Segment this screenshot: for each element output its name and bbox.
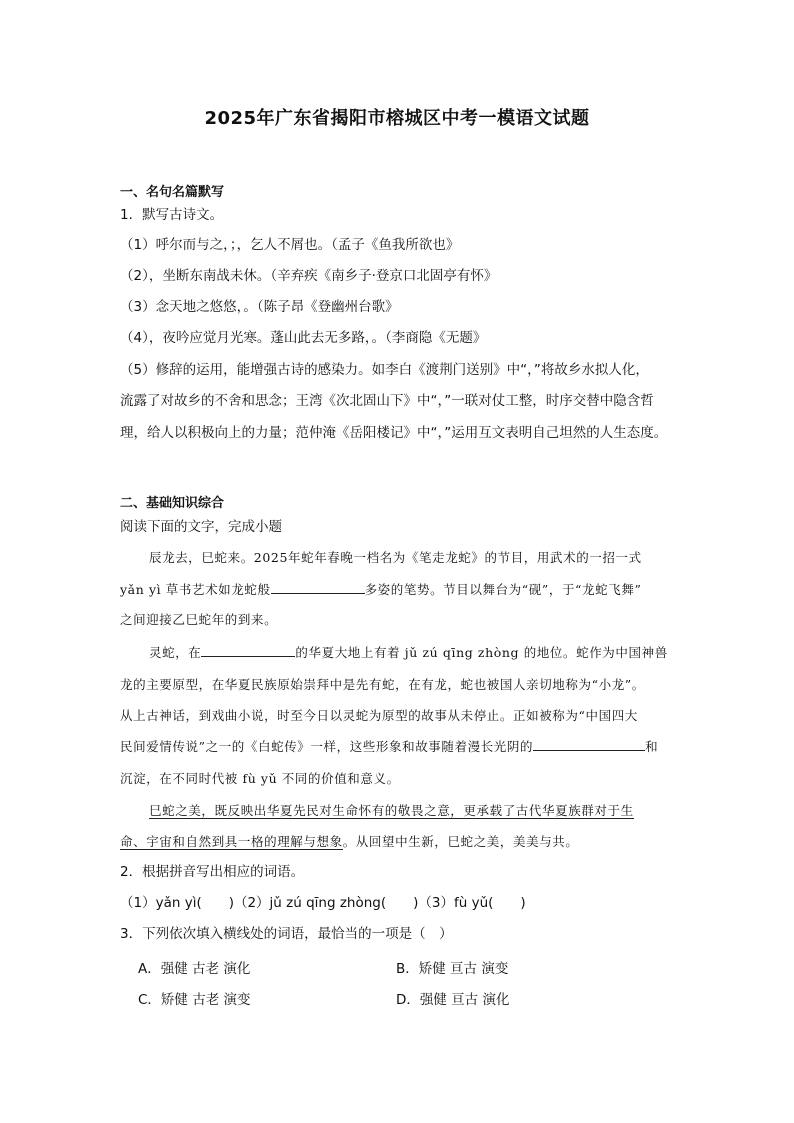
question-1-item-3: （3）念天地之悠悠，。（陈子昂《登幽州台歌》 [120,299,399,315]
fill-blank-1 [271,581,365,594]
reading-instruction: 阅读下面的文字，完成小题 [120,519,282,535]
passage-text: 的华夏大地上有着 jǔ zú qīng zhòng 的地位。蛇作为中国神兽 [295,645,668,660]
question-1-stem: 1．默写古诗文。 [120,207,224,223]
passage-p3-line-2 [120,833,579,851]
question-1-item-5-line-1: （5）修辞的运用，能增强古诗的感染力。如李白《渡荆门送别》中“，”将故乡水拟人化， [120,362,649,378]
option-a: A．强健 古老 演化 [138,961,251,977]
passage-p1-line-2 [120,581,641,599]
passage-text: 。从回望中生新，巳蛇之美，美美与共。 [342,834,579,849]
passage-p2-line-2: 龙的主要原型，在华夏民族原始崇拜中是先有蛇，在有龙，蛇也被国人亲切地称为“小龙”。 [120,677,645,692]
passage-p3-line-1 [149,802,634,820]
passage-p2-line-5: 沉淀，在不同时代被 fù yǔ 不同的价值和意义。 [120,771,400,786]
question-1-item-4: （4），夜吟应觉月光寒。蓬山此去无多路，。（李商隐《无题》 [120,330,487,346]
question-1-item-5-line-2: 流露了对故乡的不舍和思念；王湾《次北固山下》中“，”一联对仗工整，时序交替中隐含哲 [120,393,654,409]
passage-p2-line-1 [149,644,668,662]
passage-text: 民间爱情传说”之一的《白蛇传》一样，这些形象和故事随着漫长光阴的 [120,739,534,754]
passage-p2-line-3: 从上古神话，到戏曲小说，时至今日以灵蛇为原型的故事从未停止。正如被称为“中国四大 [120,708,638,723]
option-c: C．矫健 古老 演变 [138,992,251,1008]
passage-p1-line-1: 辰龙去，巳蛇来。2025年蛇年春晚一档名为《笔走龙蛇》的节目，用武术的一招一式 [149,550,642,565]
option-b: B．矫健 亘古 演变 [396,961,509,977]
question-2-items: （1）yǎn yì( )（2）jǔ zú qīng zhòng( )（3）fù yǔ( ) [120,895,526,911]
passage-text: yǎn yì 草书艺术如龙蛇般 [120,582,271,597]
page-title: 2025年广东省揭阳市榕城区中考一模语文试题 [204,108,590,129]
fill-blank-3 [533,738,645,751]
option-d: D．强健 亘古 演化 [396,992,510,1008]
question-1-item-2: （2），坐断东南战未休。（辛弃疾《南乡子·登京口北固亭有怀》 [120,268,498,284]
passage-p2-line-4 [120,738,658,756]
question-3-stem: 3．下列依次填入横线处的词语，最恰当的一项是（ ） [120,926,453,942]
passage-text: 和 [645,739,659,754]
section-heading-1: 一、名句名篇默写 [120,185,225,200]
passage-text: 多姿的笔势。节目以舞台为“砚”，于“龙蛇飞舞” [364,582,642,597]
question-1-item-1: （1）呼尔而与之，；，乞人不屑也。（孟子《鱼我所欲也》 [120,237,460,253]
passage-p1-line-3: 之间迎接乙巳蛇年的到来。 [120,612,278,627]
underlined-sentence: 命、宇宙和自然到具一格的理解与想象 [120,834,343,849]
question-2-stem: 2．根据拼音写出相应的词语。 [120,864,305,880]
passage-text: 灵蛇，在 [149,645,202,660]
section-heading-2: 二、基础知识综合 [120,496,225,511]
question-1-item-5-line-3: 理，给人以积极向上的力量；范仲淹《岳阳楼记》中“，”运用互文表明自己坦然的人生态度。 [120,425,668,441]
underlined-sentence: 巳蛇之美，既反映出华夏先民对生命怀有的敬畏之意，更承载了古代华夏族群对于生 [149,803,634,818]
fill-blank-2 [201,644,295,657]
